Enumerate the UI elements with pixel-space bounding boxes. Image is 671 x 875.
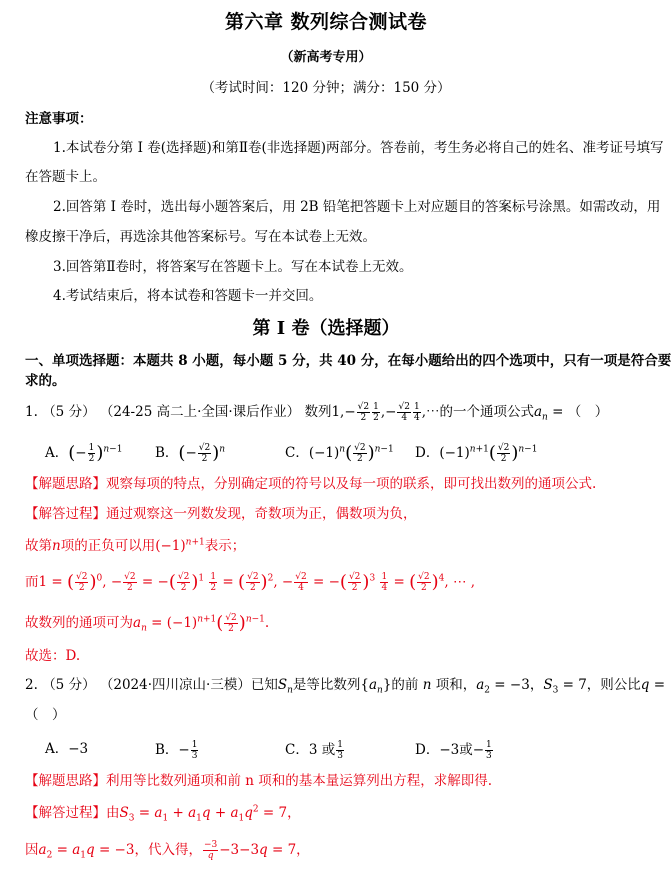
option-label: D．−3或− bbox=[415, 742, 485, 758]
q1-process-2: 故第n项的正负可以用$(-1)^{n+1}$表示； bbox=[25, 537, 246, 554]
q1-process-4: 故数列的通项可为$a_n = (-1)^{n+1}$( $\frac{√2}{2}$ )$^{n-1}$. bbox=[25, 612, 270, 634]
page-title: 第六章 数列综合测试卷 bbox=[224, 11, 428, 33]
question-stem-text: ，则公比 bbox=[586, 677, 641, 693]
q1-process-3: 而1 = ( $\frac{√2}{2}$ )$^0$, − $\frac{√2}{2}$ = −( $\frac{√2}{2}$ )$^1$ $\frac{1}{2}$ = ( $\frac{√2}{2}$ )$^2$, − $\frac{√2}{4}$ = −( $\frac{√2}{2}$ )$^3$ $\frac{1}{4}$ = ( $\frac{√2}{2}$ )$^4$, ⋯ , bbox=[25, 571, 476, 593]
q1-thinking bbox=[25, 475, 596, 493]
process-text: 故第 bbox=[25, 538, 52, 554]
option-label: C． bbox=[285, 445, 309, 461]
q1-answer: 故选：D. bbox=[25, 648, 81, 664]
notice-item-2-line-1: 2.回答第 I 卷时，选出每小题答案后，用 2B 铅笔把答题卡上对应题目的答案标号涂黑。如需改动，用 bbox=[53, 199, 661, 215]
answer-blank: （ ） bbox=[567, 404, 609, 420]
question-2-stem: 2. （5 分） （2024·四川凉山·三模）已知$S_n$是等比数列$\{a_n\}$的前 n 项和，$a_2 = -3$，$S_3 = 7$，则公比q = bbox=[25, 677, 666, 696]
option-a: A．(− $\frac{1}{2}$ )$^{n-1}$ bbox=[45, 442, 123, 464]
option-d: D．$(-1)^{n+1}$( $\frac{√2}{2}$ )$^{n-1}$ bbox=[415, 442, 538, 464]
question-stem-text: 的前 bbox=[391, 677, 419, 693]
process-text: 而 bbox=[25, 574, 39, 590]
notice-item-4: 4.考试结束后，将本试卷和答题卡一并交回。 bbox=[53, 288, 323, 304]
option-b: B．(− $\frac{√2}{2}$ )$^n$ bbox=[155, 442, 226, 464]
question-stem-text: 是等比数列 bbox=[292, 677, 361, 693]
question-stem-text: 项和， bbox=[435, 677, 477, 693]
process-tag: 【解答过程】 bbox=[25, 805, 106, 821]
option-a: A．−3 bbox=[45, 741, 89, 757]
option-label: B．− bbox=[155, 742, 190, 758]
question-stem-text: 数列 bbox=[304, 404, 332, 420]
option-c: C．$(-1)^n$( $\frac{√2}{2}$ )$^{n-1}$ bbox=[285, 442, 394, 464]
thinking-text: 利用等比数列通项和前 n 项和的基本量运算列出方程，求解即得. bbox=[106, 773, 493, 789]
option-label: B． bbox=[155, 445, 179, 461]
exam-info: （考试时间：120 分钟；满分：150 分） bbox=[201, 80, 451, 96]
section-instruction-line-1: 一、单项选择题：本题共 8 小题，每小题 5 分，共 40 分，在每小题给出的四个选项中，只有一项是符合要 bbox=[25, 353, 671, 369]
question-1-stem bbox=[25, 402, 608, 423]
notice-heading: 注意事项： bbox=[25, 111, 93, 127]
question-number: 2. bbox=[25, 677, 38, 693]
q2-thinking bbox=[25, 772, 492, 790]
thinking-text: 观察每项的特点，分别确定项的符号以及每一项的联系，即可找出数列的通项公式. bbox=[106, 476, 597, 492]
section-instruction-line-2: 求的。 bbox=[25, 373, 66, 389]
process-text: 因 bbox=[25, 842, 39, 858]
option-b: B．− $\frac{1}{3}$ bbox=[155, 740, 198, 761]
q2-process-1: 【解答过程】由$S_3 = a_1 + a_1q + a_1q^2 = 7$， bbox=[25, 804, 301, 824]
process-text: 故数列的通项可为 bbox=[25, 615, 133, 631]
question-stem-text: 的一个通项公式 bbox=[439, 404, 534, 420]
thinking-tag: 【解题思路】 bbox=[25, 773, 106, 789]
question-number: 1. bbox=[25, 404, 38, 420]
option-label: A． bbox=[45, 445, 69, 461]
sequence-expression: 1,− $\frac{√2}{2}$ $\frac{1}{2}$ ,− $\frac{√2}{4}$ $\frac{1}{4}$ ,⋯ bbox=[331, 402, 440, 423]
option-c: C．3 或 $\frac{1}{3}$ bbox=[285, 740, 343, 761]
question-2-blank: （ ） bbox=[25, 707, 66, 723]
section-title: 第 I 卷（选择题） bbox=[252, 318, 400, 339]
q2-process-2: 因$a_2 = a_1q = -3$，代入得， $\frac{-3}{q}$ −3−3q = 7， bbox=[25, 840, 310, 861]
option-label: C．3 或 bbox=[285, 742, 336, 758]
question-source: （24-25 高二上·全国·课后作业） bbox=[99, 404, 301, 420]
process-tag: 【解答过程】 bbox=[25, 506, 106, 522]
process-text: 通过观察这一列数发现，奇数项为正，偶数项为负， bbox=[106, 506, 417, 522]
notice-item-1-line-2: 在答题卡上。 bbox=[25, 169, 106, 185]
notice-item-1-line-1: 1.本试卷分第 I 卷(选择题)和第Ⅱ卷(非选择题)两部分。答卷前，考生务必将自己的姓名、准考证号填写 bbox=[53, 140, 664, 156]
process-text: 由 bbox=[106, 805, 120, 821]
question-source: （2024·四川凉山·三模） bbox=[99, 677, 251, 693]
q1-process-1 bbox=[25, 505, 417, 523]
option-d: D．−3或− $\frac{1}{3}$ bbox=[415, 740, 492, 761]
page-subtitle: （新高考专用） bbox=[280, 50, 372, 65]
notice-item-2-line-2: 橡皮擦干净后，再选涂其他答案标号。写在本试卷上无效。 bbox=[25, 229, 376, 245]
question-points: （5 分） bbox=[42, 677, 96, 693]
option-label: D． bbox=[415, 445, 440, 461]
general-term: $a_n$ = bbox=[533, 404, 564, 423]
notice-item-3: 3.回答第Ⅱ卷时，将答案写在答题卡上。写在本试卷上无效。 bbox=[53, 259, 413, 275]
question-stem-text: 已知 bbox=[250, 677, 278, 693]
process-text: 项的正负可以用 bbox=[60, 538, 156, 554]
process-text: 表示； bbox=[204, 538, 246, 554]
question-points: （5 分） bbox=[42, 404, 96, 420]
thinking-tag: 【解题思路】 bbox=[25, 476, 106, 492]
process-text: ，代入得， bbox=[134, 842, 202, 858]
